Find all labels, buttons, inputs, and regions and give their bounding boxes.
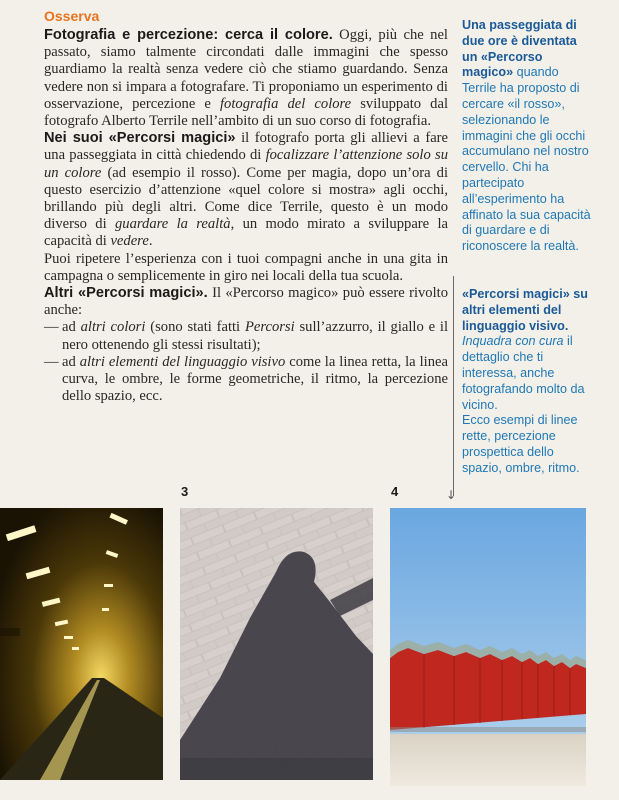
emphasis-text: vedere [110,233,149,250]
emphasis-text: focalizzare l’attenzione solo su un colore [44,147,449,181]
paragraph-text: sviluppato dal fotografo Alberto Terrile nell’ambito di un suo corso di fotografia. [44,95,448,130]
sidebar-note-2 [462,287,594,477]
shadow-photo [180,508,373,780]
paragraph-text: , un modo mirato a sviluppare la capacità di [44,216,448,250]
list-item: — ad altri colori (sono stati fatti Percorsi sull’azzurro, il giallo e il nero ottenendo gli stessi risultati); [44,319,448,353]
sidebar-note-1 [462,18,594,255]
paragraph-text: . [148,233,153,250]
sidebar-emphasis: Inquadra con cura [462,334,564,349]
cabins-photo [390,508,586,786]
paragraph-text: (ad esempio il rosso). Come per magia, dopo un’ora di questo esercizio d’attenzione «quel colore si mostra» agli occhi, brillando più degli altri. Come dice Terrile, questo è un modo diverso di [44,164,449,233]
sidebar-note-body: quando Terrile ha proposto di cercare «il rosso», selezionando le immagini che gli occhi accumulano nel nostro cervello. Chi ha partecipato all’esperimento ha affinato la sua capacità di guardare e di riconoscere la realtà. [462,65,591,254]
paragraph-text: Oggi, più che nel passato, siamo talmente circondati dalle immagini che spesso guardiamo la realtà senza vedere ciò che stiamo guardando. Senza vedere non si impara a fotografare. Ti proponiamo un esperimento di osservazione, percezione e [44,27,448,112]
emphasis-text: fotografia del colore [220,95,352,112]
paragraph-repeat: Puoi ripetere l’esperienza con i tuoi compagni anche in una gita in campagna o semplicemente in giro nei locali della tua scuola. [44,250,448,284]
sidebar-note-body: Ecco esempi di linee rette, percezione prospettica dello spazio, ombre, ritmo. [462,413,580,475]
dash-list [44,319,448,405]
arrow-down-icon: ↓ [446,488,457,502]
sidebar-note-head: «Percorsi magici» su altri elementi del linguaggio visivo. [462,287,589,333]
paragraph-text: Il «Percorso magico» può essere rivolto anche: [44,285,448,319]
figure-number-4: 4 [391,484,399,499]
tunnel-photo [0,508,163,780]
section-label: Osserva [44,8,100,24]
list-item: — ad altri elementi del linguaggio visivo come la linea retta, la linea curva, le ombre, le forme geometriche, il ritmo, la percezione dello spazio, ecc. [44,354,448,406]
main-column [44,8,448,405]
emphasis-text: guardare la realtà [115,216,231,233]
paragraph-percorsi [44,130,448,250]
paragraph-altri [44,285,448,319]
paragraph-text: il fotografo porta gli allievi a fare una passeggiata in città chiedendo di [44,130,449,164]
paragraph-lead: Fotografia e percezione: cerca il colore. [44,27,333,43]
sidebar-note-body: il dettaglio che ti interessa, anche fotografando molto da vicino. [462,334,585,412]
sidebar-note-head: Una passeggiata di due ore è diventata un «Percorso magico» [462,18,577,80]
paragraph-photography [44,27,448,130]
paragraph-lead: Altri «Percorsi magici». [44,285,208,302]
sidebar-connector-line [453,276,454,496]
paragraph-lead: Nei suoi «Percorsi magici» [44,130,236,147]
figure-number-3: 3 [181,484,189,499]
